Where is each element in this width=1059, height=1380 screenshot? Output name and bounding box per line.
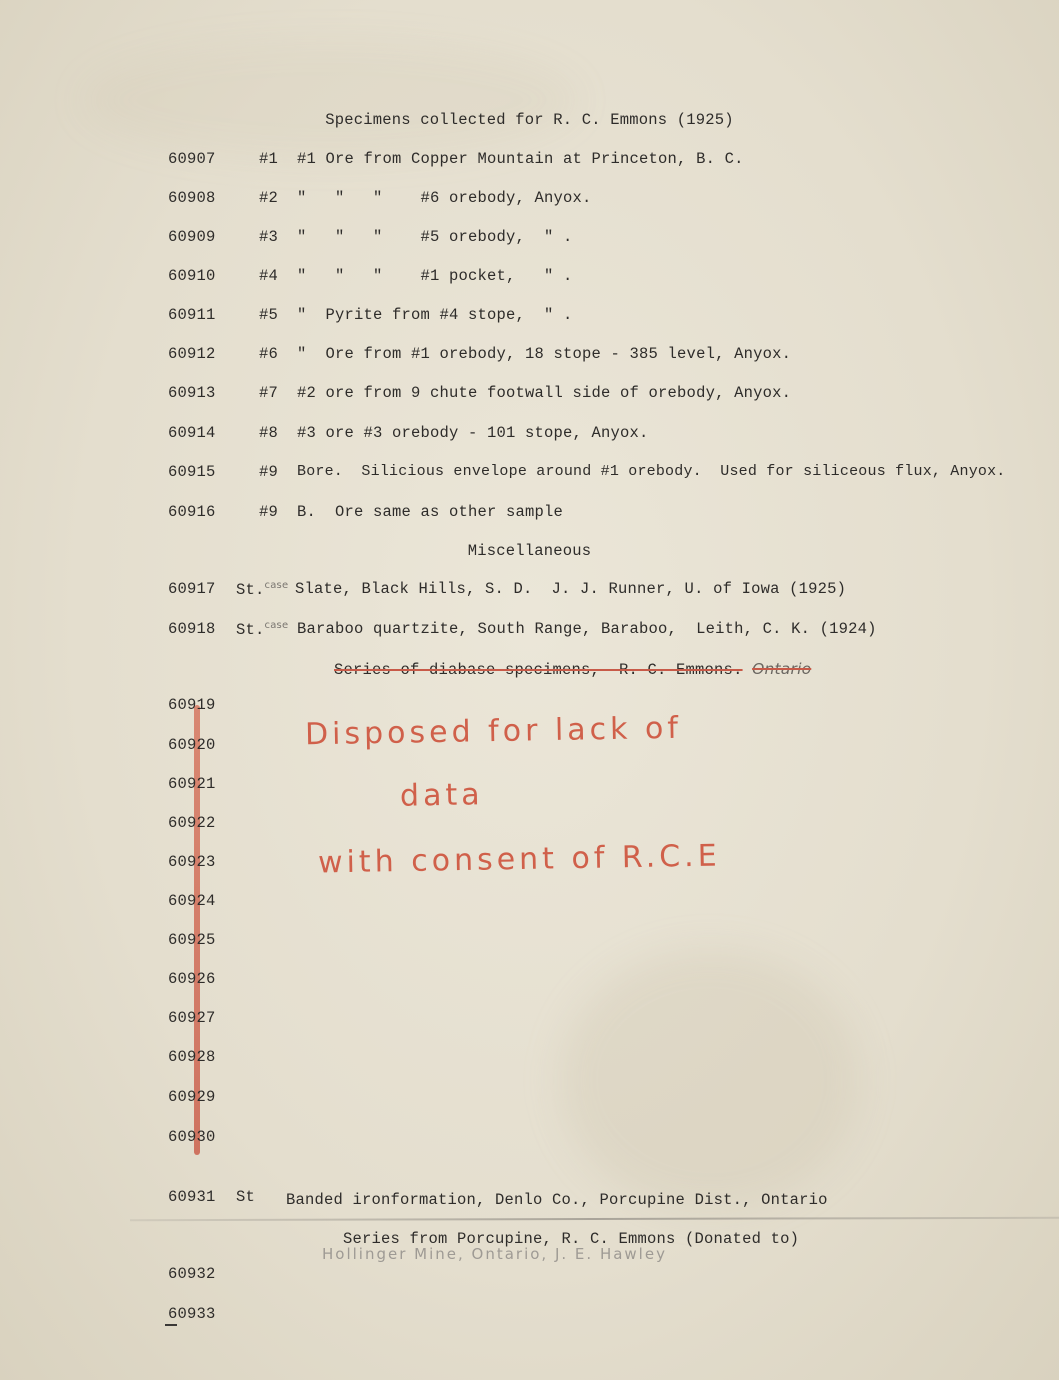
entry-key: #9 <box>259 463 279 481</box>
entry-number: 60920 <box>168 736 216 754</box>
entry-number: 60919 <box>168 696 216 714</box>
entry-number: 60913 <box>168 384 216 402</box>
entry-description: " " " #5 orebody, " . <box>297 228 573 246</box>
entry-description: Bore. Silicious envelope around #1 orebody. Used for siliceous flux, Anyox. <box>297 463 1006 480</box>
entry-number: 60925 <box>168 931 216 949</box>
entry-key <box>236 620 288 639</box>
handwritten-note-line: Disposed for lack of <box>304 710 683 753</box>
entry-key: #6 <box>259 345 279 363</box>
entry-number: 60907 <box>168 150 216 168</box>
entry-key <box>236 580 288 599</box>
entry-description: #3 ore #3 orebody - 101 stope, Anyox. <box>297 424 649 442</box>
entry-key: #3 <box>259 228 279 246</box>
entry-description: " Pyrite from #4 stope, " . <box>297 306 573 324</box>
entry-number: 60923 <box>168 853 216 871</box>
misc-heading: Miscellaneous <box>467 542 592 560</box>
entry-description: Slate, Black Hills, S. D. J. J. Runner, U. of Iowa (1925) <box>295 580 847 598</box>
entry-number: 60922 <box>168 814 216 832</box>
underline-mark <box>165 1324 177 1326</box>
entry-number: 60918 <box>168 620 216 638</box>
entry-description: " " " #6 orebody, Anyox. <box>297 189 592 207</box>
entry-number: 60926 <box>168 970 216 988</box>
entry-number: 60933 <box>168 1305 216 1323</box>
porcupine-heading: Series from Porcupine, R. C. Emmons (Donated to) <box>343 1230 800 1248</box>
entry-description: #1 Ore from Copper Mountain at Princeton, B. C. <box>297 150 744 168</box>
entry-number: 60931 <box>168 1188 216 1206</box>
entry-key: #5 <box>259 306 279 324</box>
entry-key: #8 <box>259 424 279 442</box>
entry-number: 60921 <box>168 775 216 793</box>
entry-number: 60930 <box>168 1128 216 1146</box>
paper-stain <box>80 40 580 160</box>
entry-number: 60924 <box>168 892 216 910</box>
diabase-annotation: Ontario <box>752 660 812 678</box>
handwritten-note-line: data <box>399 777 484 814</box>
entry-number: 60910 <box>168 267 216 285</box>
case-annotation: case <box>264 580 289 591</box>
entry-description: #2 ore from 9 chute footwall side of orebody, Anyox. <box>297 384 792 402</box>
pencil-rule <box>130 1217 1059 1221</box>
entry-description: " " " #1 pocket, " . <box>297 267 573 285</box>
entry-key: St <box>236 1188 256 1206</box>
entry-number: 60916 <box>168 503 216 521</box>
entry-number: 60917 <box>168 580 216 598</box>
entry-description: Baraboo quartzite, South Range, Baraboo, Leith, C. K. (1924) <box>297 620 877 638</box>
entry-key-text: St. <box>236 621 265 640</box>
entry-description: " Ore from #1 orebody, 18 stope - 385 level, Anyox. <box>297 345 792 363</box>
entry-key: #4 <box>259 267 279 285</box>
entry-description: Banded ironformation, Denlo Co., Porcupine Dist., Ontario <box>286 1191 828 1209</box>
paper-stain <box>560 950 860 1210</box>
diabase-heading-text: Series of diabase specimens, R. C. Emmons. <box>334 661 743 679</box>
handwritten-note-line: with consent of R.C.E <box>317 838 721 881</box>
entry-number: 60928 <box>168 1048 216 1066</box>
entry-number: 60915 <box>168 463 216 481</box>
entry-number: 60929 <box>168 1088 216 1106</box>
entry-number: 60912 <box>168 345 216 363</box>
entry-key: #7 <box>259 384 279 402</box>
entry-number: 60908 <box>168 189 216 207</box>
entry-key: #2 <box>259 189 279 207</box>
entry-number: 60914 <box>168 424 216 442</box>
entry-number: 60911 <box>168 306 216 324</box>
case-annotation: case <box>264 620 289 631</box>
entry-key: #9 <box>259 503 279 521</box>
entry-number: 60932 <box>168 1265 216 1283</box>
pencil-note: Hollinger Mine, Ontario, J. E. Hawley <box>322 1245 667 1263</box>
entry-key-text: St. <box>236 581 265 600</box>
entry-number: 60927 <box>168 1009 216 1027</box>
diabase-heading <box>334 660 811 679</box>
entry-number: 60909 <box>168 228 216 246</box>
page-title: Specimens collected for R. C. Emmons (1925) <box>325 111 734 129</box>
entry-description: B. Ore same as other sample <box>297 503 564 521</box>
entry-key: #1 <box>259 150 279 168</box>
